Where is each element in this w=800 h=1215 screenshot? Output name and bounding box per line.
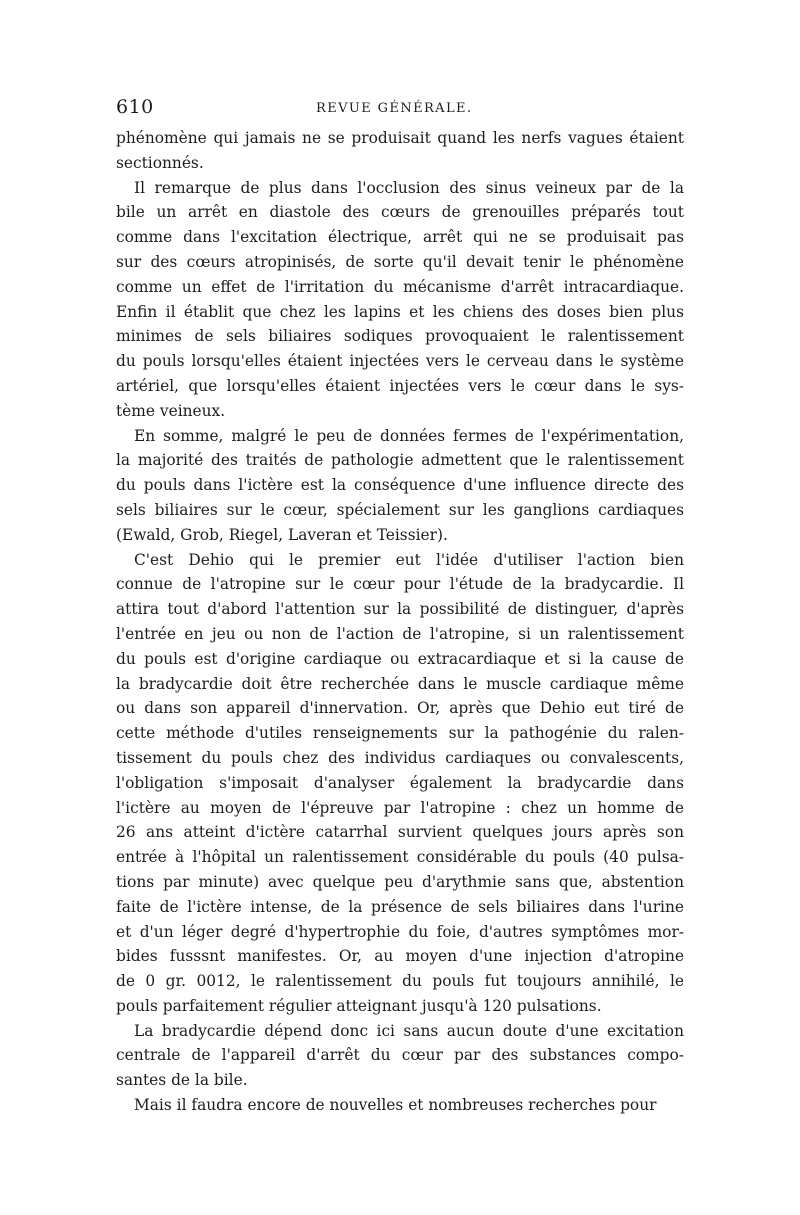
running-head bbox=[116, 96, 684, 124]
text-line: connue de l'atropine sur le cœur pour l'étude de la bradycardie. Il bbox=[116, 575, 684, 594]
text-line: du pouls lorsqu'elles étaient injectées vers le cerveau dans le système bbox=[116, 352, 684, 371]
text-line: attira tout d'abord l'attention sur la possibilité de distinguer, d'après bbox=[116, 600, 684, 619]
paragraph bbox=[116, 1019, 684, 1093]
text-line: bides fusssnt manifestes. Or, au moyen d'une injection d'atropine bbox=[116, 947, 684, 966]
text-line: Il remarque de plus dans l'occlusion des sinus veineux par de la bbox=[134, 178, 684, 197]
text-line: sels biliaires sur le cœur, spécialement sur les ganglions cardiaques bbox=[116, 500, 684, 519]
text-line: C'est Dehio qui le premier eut l'idée d'utiliser l'action bien bbox=[134, 550, 684, 569]
text-line: bile un arrêt en diastole des cœurs de grenouilles préparés tout bbox=[116, 203, 684, 222]
text-line: du pouls est d'origine cardiaque ou extracardiaque et si la cause de bbox=[116, 649, 684, 668]
text-line: Mais il faudra encore de nouvelles et nombreuses recherches pour bbox=[134, 1096, 657, 1115]
text-line: tème veineux. bbox=[116, 401, 226, 420]
text-line: ou dans son appareil d'innervation. Or, après que Dehio eut tiré de bbox=[116, 699, 684, 718]
text-line: sectionnés. bbox=[116, 153, 204, 172]
text-line: l'entrée en jeu ou non de l'action de l'atropine, si un ralentissement bbox=[116, 624, 684, 643]
text-line: artériel, que lorsqu'elles étaient injectées vers le cœur dans le sys- bbox=[116, 376, 684, 395]
paragraph bbox=[116, 176, 684, 424]
text-line: En somme, malgré le peu de données fermes de l'expérimentation, bbox=[134, 426, 684, 445]
text-line: La bradycardie dépend donc ici sans aucun doute d'une excitation bbox=[134, 1021, 684, 1040]
text-line: (Ewald, Grob, Riegel, Laveran et Teissier). bbox=[116, 525, 448, 544]
text-line: cette méthode d'utiles renseignements sur la pathogénie du ralen- bbox=[116, 724, 684, 743]
journal-title: REVUE GÉNÉRALE. bbox=[316, 101, 473, 116]
paragraph bbox=[116, 1093, 684, 1118]
text-line: santes de la bile. bbox=[116, 1071, 248, 1090]
text-line: sur des cœurs atropinisés, de sorte qu'il devait tenir le phénomène bbox=[116, 252, 684, 271]
text-line: comme un effet de l'irritation du mécanisme d'arrêt intracardiaque. bbox=[116, 277, 684, 296]
text-line: et d'un léger degré d'hypertrophie du foie, d'autres symptômes mor- bbox=[116, 922, 684, 941]
text-line: pouls parfaitement régulier atteignant jusqu'à 120 pulsations. bbox=[116, 996, 602, 1015]
text-line: tissement du pouls chez des individus cardiaques ou convalescents, bbox=[116, 748, 684, 767]
text-line: centrale de l'appareil d'arrêt du cœur par des substances compo- bbox=[116, 1046, 684, 1065]
paragraph bbox=[116, 548, 684, 1019]
text-line: minimes de sels biliaires sodiques provoquaient le ralentissement bbox=[116, 327, 684, 346]
text-line: entrée à l'hôpital un ralentissement considérable du pouls (40 pulsa- bbox=[116, 848, 684, 867]
page-number: 610 bbox=[116, 96, 154, 118]
body-text bbox=[116, 126, 684, 1118]
text-line: du pouls dans l'ictère est la conséquence d'une influence directe des bbox=[116, 476, 684, 495]
text-line: l'obligation s'imposait d'analyser également la bradycardie dans bbox=[116, 773, 684, 792]
document-page bbox=[116, 96, 684, 1118]
paragraph bbox=[116, 126, 684, 176]
text-line: la bradycardie doit être recherchée dans le muscle cardiaque même bbox=[116, 674, 684, 693]
text-line: la majorité des traités de pathologie admettent que le ralentissement bbox=[116, 451, 684, 470]
paragraph bbox=[116, 424, 684, 548]
text-line: tions par minute) avec quelque peu d'arythmie sans que, abstention bbox=[116, 872, 684, 891]
text-line: de 0 gr. 0012, le ralentissement du pouls fut toujours annihilé, le bbox=[116, 972, 684, 991]
text-line: comme dans l'excitation électrique, arrêt qui ne se produisait pas bbox=[116, 228, 684, 247]
text-line: Enfin il établit que chez les lapins et les chiens des doses bien plus bbox=[116, 302, 684, 321]
text-line: phénomène qui jamais ne se produisait quand les nerfs vagues étaient bbox=[116, 129, 684, 147]
text-line: l'ictère au moyen de l'épreuve par l'atropine : chez un homme de bbox=[116, 798, 684, 817]
text-line: faite de l'ictère intense, de la présence de sels biliaires dans l'urine bbox=[116, 897, 684, 916]
text-line: 26 ans atteint d'ictère catarrhal survient quelques jours après son bbox=[116, 823, 684, 842]
